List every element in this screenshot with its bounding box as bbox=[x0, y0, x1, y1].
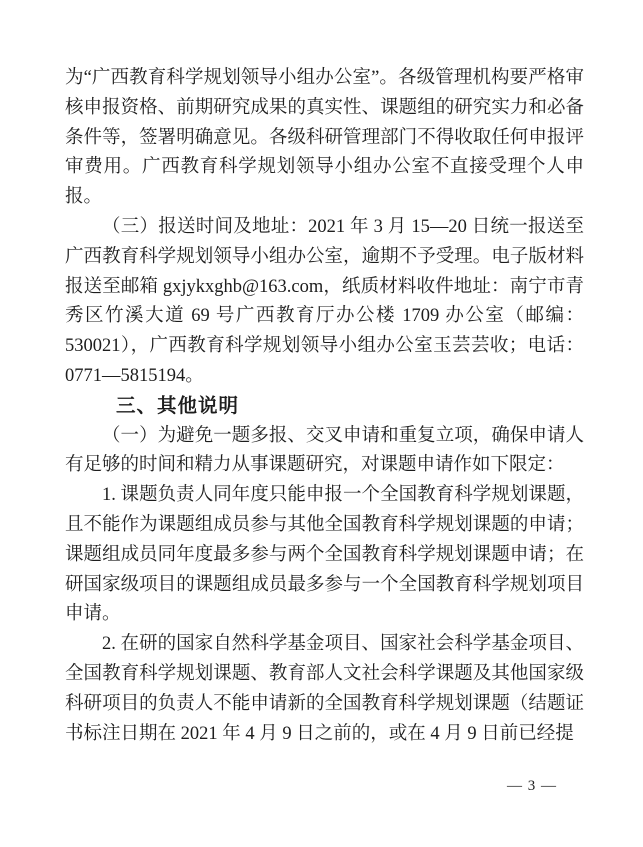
document-body bbox=[65, 64, 584, 749]
paragraph: 为“广西教育科学规划领导小组办公室”。各级管理机构要严格审核申报资格、前期研究成果的真实性、课题组的研究实力和必备条件等，签署明确意见。各级科研管理部门不得收取任何申报评审费用。广西教育科学规划领导小组办公室不直接受理个人申报。 bbox=[65, 68, 584, 208]
paragraph: （一）为避免一题多报、交叉申请和重复立项，确保申请人有足够的时间和精力从事课题研究，对课题申请作如下限定： bbox=[65, 425, 584, 476]
paragraph: （三）报送时间及地址：2021 年 3 月 15—20 日统一报送至广西教育科学规划领导小组办公室，逾期不予受理。电子版材料报送至邮箱 gxjykxghb@163.com，纸质材料收件地址：南宁市青秀区竹溪大道 69 号广西教育厅办公楼 1709 办公室（邮编：530021），广西教育科学规划领导小组办公室玉芸芸收；电话：0771—5815194。 bbox=[65, 216, 584, 386]
section-heading: 三、其他说明 bbox=[116, 394, 240, 417]
paragraph: 1. 课题负责人同年度只能申报一个全国教育科学规划课题，且不能作为课题组成员参与其他全国教育科学规划课题的申请；课题组成员同年度最多参与两个全国教育科学规划课题申请；在研国家级项目的课题组成员最多参与一个全国教育科学规划项目申请。 bbox=[65, 485, 584, 625]
page-number: — 3 — bbox=[507, 778, 557, 794]
paragraph: 2. 在研的国家自然科学基金项目、国家社会科学基金项目、全国教育科学规划课题、教育部人文社会科学课题及其他国家级科研项目的负责人不能申请新的全国教育科学规划课题（结题证书标注日期在 2021 年 4 月 9 日之前的，或在 4 月 9 日前已经提 bbox=[65, 634, 584, 744]
